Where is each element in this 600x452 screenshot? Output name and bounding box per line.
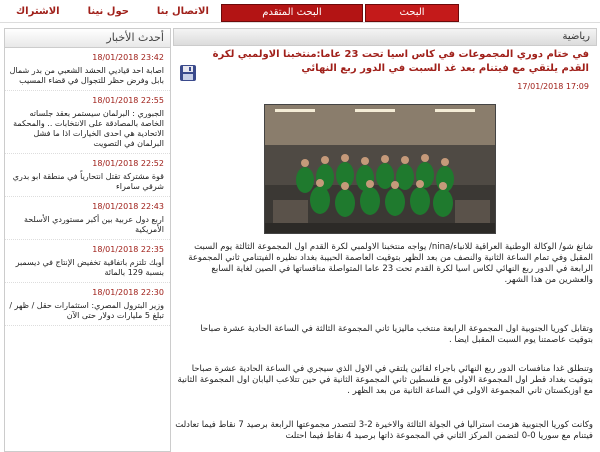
news-time: 18/01/2018 22:55 [92, 96, 164, 105]
list-item[interactable] [5, 91, 170, 154]
about-link[interactable]: حول نينا [87, 6, 129, 17]
news-headline[interactable]: اصابة احد قياديي الحشد الشعبي من بدر شمال بابل وفرض حظر للتجوال في قضاء المسيب [9, 66, 164, 85]
article-panel [173, 28, 597, 450]
team-photo [264, 104, 496, 234]
search-tabs [219, 4, 459, 20]
article-paragraph: وتقابل كوريا الجنوبية اول المجموعة الرابعة منتخب ماليزيا ثاني المجموعة الثالثة في الساعة الحادية عشرة صباحا بتوقيت عاصمتنا يوم السبت المقبل ايضا . [200, 324, 593, 345]
top-links [2, 4, 223, 20]
category-label[interactable]: رياضية [173, 28, 597, 46]
contact-link[interactable]: الاتصال بنا [156, 6, 209, 17]
subscribe-link[interactable]: الاشتراك [16, 6, 60, 17]
latest-news-title: أحدث الأخبار [5, 29, 170, 48]
news-headline[interactable]: الجبوري : البرلمان سيستمر بعقد جلساته الخاصة بالمصادقة على الانتخابات .. والمحكمة الاتحادية هي احدى الخيارات اذا ما فشل البرلمان في التصويت [13, 109, 164, 148]
news-time: 18/01/2018 23:42 [92, 53, 164, 62]
news-headline[interactable]: أوبك تلتزم باتفاقية تخفيض الإنتاج في ديسمبر بنسبة 129 بالمائة [15, 258, 164, 277]
advanced-search-tab[interactable]: البحث المتقدم [221, 4, 363, 22]
news-time: 18/01/2018 22:35 [92, 245, 164, 254]
save-icon[interactable] [179, 64, 197, 82]
news-time: 18/01/2018 22:43 [92, 202, 164, 211]
list-item[interactable] [5, 154, 170, 197]
top-navigation-bar [0, 0, 600, 23]
news-headline[interactable]: وزير البترول المصري: استثمارات حقل / ظهر / تبلغ 5 مليارات دولار حتى الآن [9, 301, 164, 320]
team-photo-illustration [265, 105, 495, 233]
article-paragraph: وكانت كوريا الجنوبية هزمت استراليا في الجولة الثالثة والاخيرة 2-3 لتتصدر مجموعتها الرابعة برصيد 7 نقاط فيما تعادلت فيتنام مع سوريا 0-0 لتضمن المركز الثاني في المجموعة ذاتها برصيد 4 نقاط فيما احتلت [175, 420, 593, 441]
news-time: 18/01/2018 22:52 [92, 159, 164, 168]
article-paragraph: شانغ شو/ الوكالة الوطنية العراقية للانباء/nina/ يواجه منتخبنا الاولمبي لكرة القدم اول المجموعة الثالثة يوم السبت المقبل وفي تمام الساعة الثانية والنصف من بعد الظهر بتوقيت العاصمة الحبيبة بغداد نظيره الفيتنامي ثاني المجموعة الرابعة في الدور ربع النهائي لكاس اسيا لكرة القدم تحت 23 عاما المتواصلة منافساتها في الصين لغاية السابع والعشرين من هذا الشهر. [188, 242, 593, 285]
list-item[interactable] [5, 197, 170, 240]
article-paragraph: وتنطلق غدا منافسات الدور ربع النهائي باجراء لقائين يلتقي في الاول الذي سيجري في الساعة الحادية عشرة صباحا بتوقيت بغداد قطر اول المجموعة الاولى مع فلسطين ثاني المجموعة الثانية في حين تتلاعب اليابان اول المجموعة الثانية مع اوزبكستان ثاني المجموعة الاولى في الساعة الثانية من بعد الظهر . [177, 364, 593, 396]
latest-news-sidebar [4, 28, 171, 452]
list-item[interactable] [5, 283, 170, 326]
article-headline: في ختام دوري المجموعات في كاس اسيا تحت 23 عاما:منتخبنا الاولمبي لكرة القدم يلتقي مع فيتنام بعد غد السبت في الدور ربع النهائي [212, 49, 589, 74]
list-item[interactable] [5, 48, 170, 91]
list-item[interactable] [5, 240, 170, 283]
article-date: 17/01/2018 17:09 [517, 82, 589, 91]
news-headline[interactable]: قوة مشتركة تقتل انتحارياً في منطقة ابو بدري شرقي سامراء [12, 172, 164, 191]
news-time: 18/01/2018 22:30 [92, 288, 164, 297]
news-headline[interactable]: اربع دول عربية بين أكبر مستوردي الأسلحة الأمريكية [23, 215, 164, 234]
search-tab[interactable]: البحث [365, 4, 459, 22]
